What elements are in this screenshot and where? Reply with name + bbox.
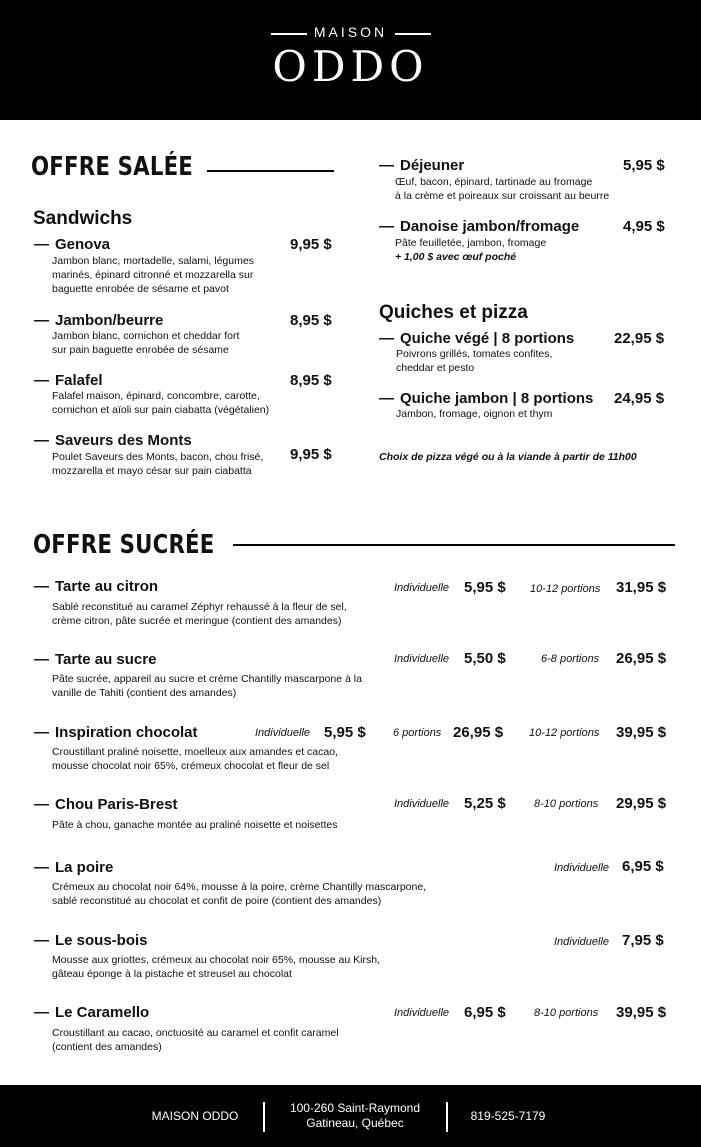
menu-item-name: — Tarte au citron bbox=[34, 578, 159, 595]
footer-divider bbox=[263, 1102, 265, 1132]
menu-item-name: — Chou Paris-Brest bbox=[34, 796, 178, 813]
menu-item-name: — Inspiration chocolat bbox=[34, 724, 198, 741]
size-label: 10-12 portions bbox=[529, 727, 600, 739]
savory-title-rule bbox=[207, 170, 334, 172]
menu-item-name: — Le Caramello bbox=[34, 1004, 150, 1021]
menu-item-price: 8,95 $ bbox=[290, 312, 332, 329]
menu-item-name: — La poire bbox=[34, 859, 114, 876]
brand-top: MAISON bbox=[313, 24, 388, 40]
menu-item-name: — Quiche végé | 8 portions bbox=[379, 330, 575, 347]
menu-item-name: — Le sous-bois bbox=[34, 932, 148, 949]
size-label: 10-12 portions bbox=[530, 583, 601, 595]
menu-item-name: — Jambon/beurre bbox=[34, 312, 164, 329]
size-price: 29,95 $ bbox=[616, 795, 667, 812]
sweet-title: OFFRE SUCRÉE bbox=[33, 530, 215, 560]
menu-item-description: Croustillant praliné noisette, moelleux aux amandes et cacao, mousse chocolat noir 65%, crémeux chocolat et fleur de sel bbox=[52, 746, 338, 772]
size-price: 26,95 $ bbox=[453, 724, 504, 741]
menu-item-description: Falafel maison, épinard, concombre, carotte, cornichon et aïoli sur pain ciabatta (végétalien) bbox=[52, 390, 270, 416]
footer-address: 100-260 Saint-Raymond Gatineau, Québec bbox=[289, 1101, 421, 1130]
menu-item-name: — Genova bbox=[34, 236, 111, 253]
menu-item-price: 22,95 $ bbox=[614, 330, 665, 347]
size-price: 26,95 $ bbox=[616, 650, 667, 667]
menu-item-price: 5,95 $ bbox=[623, 157, 665, 174]
savory-title: OFFRE SALÉE bbox=[31, 152, 194, 182]
size-label: Individuelle bbox=[394, 798, 450, 810]
menu-item-description: Poulet Saveurs des Monts, bacon, chou frisé, mozzarella et mayo césar sur pain ciabatta bbox=[52, 451, 264, 477]
menu-item-description: Pâte à chou, ganache montée au praliné noisette et noisettes bbox=[52, 819, 338, 831]
size-price: 39,95 $ bbox=[616, 1004, 667, 1021]
size-label: 8-10 portions bbox=[534, 1007, 599, 1019]
menu-item-description: Jambon blanc, mortadelle, salami, légumes marinés, épinard citronné et mozzarella sur baguette enrobée de sésame et pavot bbox=[52, 255, 254, 295]
menu-item-price: 4,95 $ bbox=[623, 218, 665, 235]
size-label: Individuelle bbox=[554, 936, 610, 948]
menu-item-description: Sablé reconstitué au caramel Zéphyr rehaussé à la fleur de sel, crème citron, pâte sucrée et meringue (contient des amandes) bbox=[52, 601, 347, 627]
size-label: 6-8 portions bbox=[541, 653, 600, 665]
size-price: 31,95 $ bbox=[616, 579, 667, 596]
size-price: 5,50 $ bbox=[464, 650, 506, 667]
size-label: Individuelle bbox=[255, 727, 311, 739]
menu-item-description: Œuf, bacon, épinard, tartinade au fromage à la crème et poireaux sur croissant au beurre bbox=[395, 176, 610, 202]
menu-item-price: 9,95 $ bbox=[290, 236, 332, 253]
size-price: 6,95 $ bbox=[622, 858, 664, 875]
footer-phone: 819-525-7179 bbox=[470, 1109, 546, 1123]
menu-item-name: — Saveurs des Monts bbox=[34, 432, 192, 449]
size-label: 8-10 portions bbox=[534, 798, 599, 810]
size-price: 6,95 $ bbox=[464, 1004, 506, 1021]
menu-item-name: — Déjeuner bbox=[379, 157, 465, 174]
size-price: 7,95 $ bbox=[622, 932, 664, 949]
size-price: 5,25 $ bbox=[464, 795, 506, 812]
sandwiches-title: Sandwichs bbox=[33, 208, 133, 229]
pizza-note: Choix de pizza végé ou à la viande à partir de 11h00 bbox=[379, 451, 637, 463]
menu-item-description: Pâte sucrée, appareil au sucre et crème Chantilly mascarpone à la vanille de Tahiti (contient des amandes) bbox=[52, 673, 362, 699]
size-price: 5,95 $ bbox=[464, 579, 506, 596]
menu-item-description: Jambon, fromage, oignon et thym bbox=[396, 408, 553, 420]
menu-item-price: 9,95 $ bbox=[290, 446, 332, 463]
sweet-title-rule bbox=[233, 544, 675, 546]
footer-divider bbox=[446, 1102, 448, 1132]
menu-item-description: Jambon blanc, cornichon et cheddar fort sur pain baguette enrobée de sésame bbox=[52, 330, 240, 356]
menu-item-name: — Falafel bbox=[34, 372, 103, 389]
menu-item-description: Mousse aux griottes, crémeux au chocolat noir 65%, mousse au Kirsh, gâteau éponge à la pistache et streusel au chocolat bbox=[52, 954, 380, 980]
menu-item-description: Croustillant au cacao, onctuosité au caramel et confit caramel (contient des amandes) bbox=[52, 1027, 339, 1053]
size-price: 39,95 $ bbox=[616, 724, 667, 741]
brand-logo: ODDO bbox=[272, 42, 429, 91]
menu-item-price: 8,95 $ bbox=[290, 372, 332, 389]
size-label: 6 portions bbox=[393, 727, 442, 739]
size-label: Individuelle bbox=[394, 653, 450, 665]
size-label: Individuelle bbox=[394, 582, 450, 594]
footer-name: MAISON ODDO bbox=[151, 1109, 239, 1123]
menu-item-description: Poivrons grillés, tomates confites, cheddar et pesto bbox=[396, 348, 553, 374]
size-label: Individuelle bbox=[554, 862, 610, 874]
menu-item-description: Pâte feuilletée, jambon, fromage + 1,00 $ avec œuf poché bbox=[395, 237, 547, 263]
menu-item-name: — Tarte au sucre bbox=[34, 651, 157, 668]
quiches-title: Quiches et pizza bbox=[379, 302, 528, 323]
menu-item-name: — Quiche jambon | 8 portions bbox=[379, 390, 594, 407]
size-price: 5,95 $ bbox=[324, 724, 366, 741]
size-label: Individuelle bbox=[394, 1007, 450, 1019]
menu-item-name: — Danoise jambon/fromage bbox=[379, 218, 580, 235]
menu-item-price: 24,95 $ bbox=[614, 390, 665, 407]
menu-item-description: Crémeux au chocolat noir 64%, mousse à la poire, crème Chantilly mascarpone, sablé reconstitué au chocolat et confit de poire (contient des amandes) bbox=[52, 881, 427, 907]
